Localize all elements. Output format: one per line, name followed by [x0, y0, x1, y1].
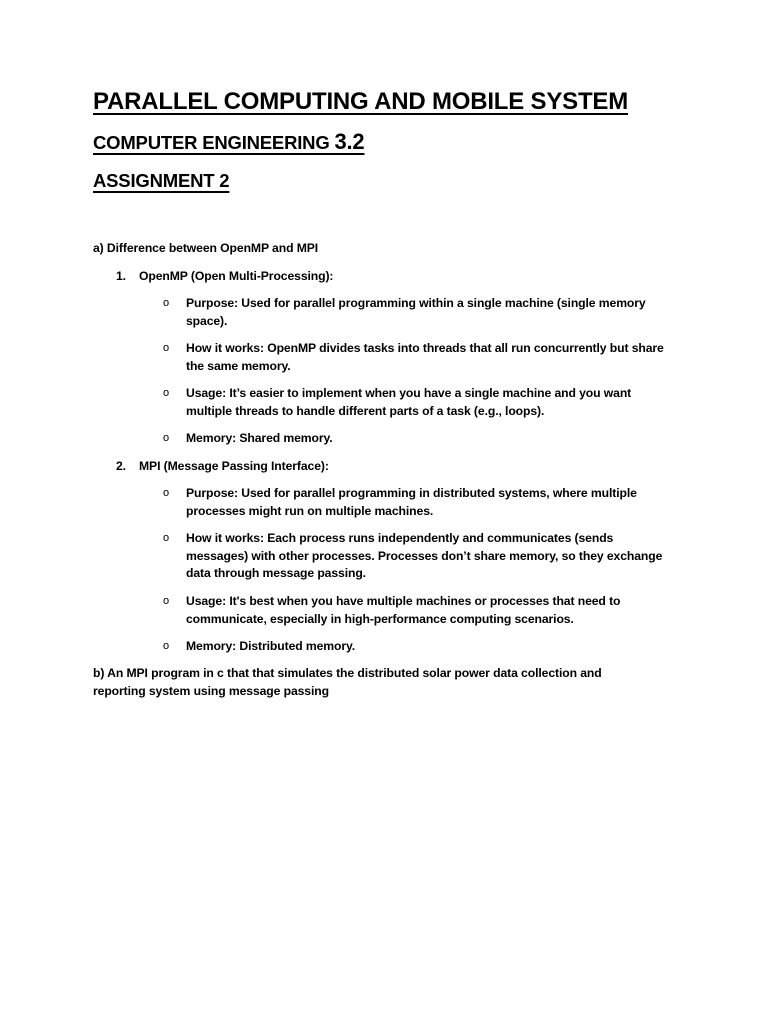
bullet-item: [163, 340, 675, 375]
bullet-text: Usage: It's best when you have multiple machines or processes that need to communicate, especially in high-performance computing scenarios.: [186, 594, 621, 626]
bullet-item: [163, 593, 675, 628]
bullet-marker: o: [163, 432, 170, 444]
course-code: 3.2: [334, 129, 365, 154]
bullet-text: Usage: It’s easier to implement when you have a single machine and you want multiple threads to handle different parts of a task (e.g., loops).: [186, 386, 632, 418]
bullet-text: Memory: Shared memory.: [186, 431, 333, 445]
bullet-text: Purpose: Used for parallel programming in distributed systems, where multiple processes might run on multiple machines.: [186, 486, 637, 518]
section-b-text: b) An MPI program in c that that simulates the distributed solar power data collection and reporting system using message passing: [93, 666, 602, 698]
bullet-marker: o: [163, 487, 170, 499]
bullet-item: [163, 530, 675, 583]
bullet-marker: o: [163, 342, 170, 354]
bullet-item: [163, 485, 675, 520]
section-a-heading: a) Difference between OpenMP and MPI: [93, 241, 319, 255]
document-title: PARALLEL COMPUTING AND MOBILE SYSTEM: [93, 88, 629, 115]
bullet-marker: o: [163, 595, 170, 607]
bullet-marker: o: [163, 297, 170, 309]
bullet-marker: o: [163, 532, 170, 544]
bullet-item: [163, 385, 675, 420]
bullet-item: [163, 295, 675, 330]
list-item-label: MPI (Message Passing Interface):: [139, 459, 329, 473]
course-subtitle: [93, 129, 364, 155]
list-item-mpi: [116, 458, 329, 476]
bullet-item: [163, 638, 675, 656]
bullet-text: Memory: Distributed memory.: [186, 639, 356, 653]
bullet-item: [163, 430, 675, 448]
assignment-heading: ASSIGNMENT 2: [93, 170, 230, 191]
list-item-openmp: [116, 268, 333, 286]
bullet-text: How it works: OpenMP divides tasks into threads that all run concurrently but share the same memory.: [186, 341, 664, 373]
bullet-text: How it works: Each process runs independently and communicates (sends messages) with other processes. Processes don’t share memory, so they exchange data through message passing.: [186, 531, 663, 580]
bullet-text: Purpose: Used for parallel programming within a single machine (single memory space).: [186, 296, 646, 328]
list-number: 1.: [116, 269, 126, 283]
course-name: COMPUTER ENGINEERING: [93, 132, 335, 153]
bullet-marker: o: [163, 387, 170, 399]
bullet-marker: o: [163, 640, 170, 652]
list-item-label: OpenMP (Open Multi-Processing):: [139, 269, 334, 283]
list-number: 2.: [116, 459, 126, 473]
